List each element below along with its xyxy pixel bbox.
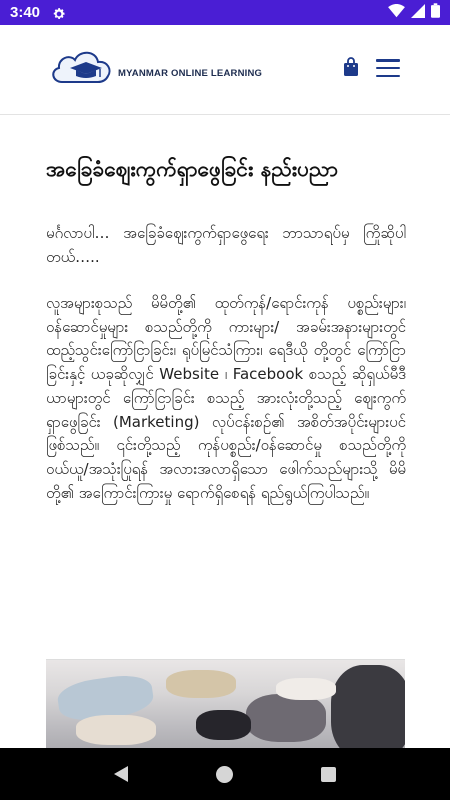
status-time: 3:40 xyxy=(10,4,41,21)
menu-line xyxy=(376,67,400,70)
battery-icon xyxy=(431,3,440,22)
site-logo[interactable] xyxy=(48,49,263,91)
site-header xyxy=(0,25,450,115)
article-intro: မင်္ဂလာပါ… အခြေခံဈေးကွက်ရှာဖွေရေး ဘာသာရပ်မှ ကြိုဆိုပါတယ်….. xyxy=(46,224,406,266)
article-title: အခြေခံဈေးကွက်ရှာဖွေခြင်း နည်းပညာ xyxy=(46,157,339,181)
home-icon[interactable] xyxy=(216,766,233,783)
article-content[interactable] xyxy=(0,115,450,748)
gear-icon xyxy=(52,6,66,20)
signal-icon xyxy=(411,3,425,22)
status-indicators xyxy=(388,3,440,22)
shopping-bag-icon[interactable] xyxy=(343,57,359,77)
article-body: လူအများစုသည် မိမိတို့၏ ထုတ်ကုန်/ရောင်းကုန် ပစ္စည်းများ၊ ဝန်ဆောင်မှုများ စသည်တို့ကို ကားများ/ အခမ်းအနားများတွင် ထည့်သွင်းကြော်ငြာခြင်း၊ ရုပ်မြင်သံကြား၊ ရေဒီယို တို့တွင် ကြော်ငြာခြင်းနှင့် ယခုဆိုလျှင် Website ၊ Facebook စသည့် ဆိုရှယ်မီဒီယာများတွင် ကြော်ငြာခြင်း စသည့် အားလုံးတို့သည့် ဈေးကွက်ရှာဖွေခြင်း (Marketing) လုပ်ငန်းစဉ်၏ အစိတ်အပိုင်းများပင် ဖြစ်သည်။ ၎င်းတို့သည့် ကုန်ပစ္စည်း/ဝန်ဆောင်မှု စသည်တို့ကို ဝယ်ယူ/အသုံးပြုရန် အလားအလာရှိသော ဖေါက်သည်များသို့ မိမိတို့၏ အကြောင်းကြားမှု ရောက်ရှိစေရန် ရည်ရွယ်ကြပါသည်။ xyxy=(46,294,406,502)
hamburger-menu-icon[interactable] xyxy=(376,59,400,77)
logo-cloud-icon xyxy=(48,48,114,92)
menu-line xyxy=(376,59,400,62)
recent-apps-icon[interactable] xyxy=(321,767,336,782)
article-hero-image xyxy=(46,659,405,748)
logo-text: MYANMAR ONLINE LEARNING xyxy=(118,67,263,79)
wifi-icon xyxy=(388,3,405,22)
system-nav-bar xyxy=(0,748,450,800)
status-bar xyxy=(0,0,450,25)
menu-line xyxy=(376,75,400,78)
back-icon[interactable] xyxy=(114,766,128,782)
